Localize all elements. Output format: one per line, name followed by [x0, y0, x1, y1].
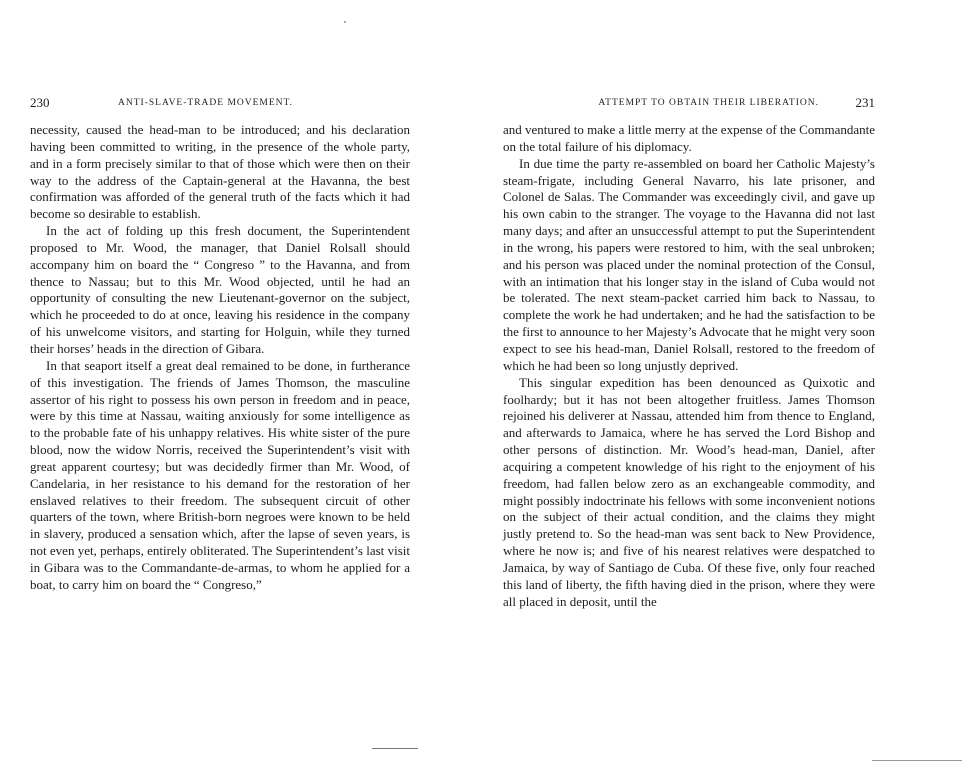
- right-page: [503, 0, 875, 783]
- right-page-number: 231: [855, 95, 875, 110]
- left-paragraph-3: In that seaport itself a great deal remained to be done, in furtherance of this investigation. The friends of James Thomson, the masculine assertor of his right to possess his own person in freedom and in peace, were by this time at Nassau, waiting anxiously for some intelligence as to the probable fate of his unhappy relatives. His white sister of the pure blood, now the widow Norris, received the Superintendent’s visit with great apparent courtesy; but was decidedly firmer than Mr. Wood, of Candelaria, in her resistance to his demand for the restoration of her enslaved relatives to their freedom. The subsequent circuit of other quarters of the town, where British-born negroes were known to be held in slavery, produced a sensation which, after the lapse of seven years, is not even yet, perhaps, entirely obliterated. The Superintendent’s last visit in Gibara was to the Commandante-de-armas, to whom he applied for a boat, to carry him on board the “ Congreso,”: [30, 357, 410, 592]
- right-running-head: [503, 95, 875, 114]
- scan-mark-bottom-right: [872, 760, 962, 761]
- scan-mark-bottom-center: [372, 748, 418, 749]
- right-paragraph-1: and ventured to make a little merry at the expense of the Commandante on the total failure of his diplomacy.: [503, 122, 875, 154]
- left-paragraph-2: In the act of folding up this fresh document, the Superintendent proposed to Mr. Wood, the manager, that Daniel Rolsall should accompany him on board the “ Congreso ” to the Havanna, and from thence to Nassau; but to this Mr. Wood objected, until he had an opportunity of consulting the new Lieutenant-governor on the subject, which he proceeded to do at once, leaving his residence in the company of his unwelcome visitors, and starting for Holguin, while they turned their horses’ heads in the direction of Gibara.: [30, 223, 410, 356]
- left-paragraph-1: necessity, caused the head-man to be introduced; and his declaration having been committed to writing, in the presence of the whole party, and in a form precisely similar to that of those which were then on their way to the address of the Captain-general at the Havanna, the best confirmation was afforded of the general truth of the facts which it had become so desirable to establish.: [30, 122, 410, 222]
- left-page-number: 230: [30, 95, 50, 110]
- right-paragraph-2: In due time the party re-assembled on board her Catholic Majesty’s steam-frigate, including General Navarro, his late prisoner, and Colonel de Salas. The Commander was exceedingly civil, and gave up his own cabin to the stranger. The voyage to the Havanna did not last many days; and after an unsuccessful attempt to put the Superintendent in the wrong, his papers were restored to him, with the seal unbroken; and his person was placed under the nominal protection of the Consul, with an intimation that his longer stay in the island of Cuba would not be tolerated. The next steam-packet carried him back to Nassau, to complete the work he had undertaken; and he had the satisfaction to be the first to announce to her Majesty’s Advocate that he might very soon expect to see his head-man, Daniel Rolsall, restored to the freedom of which he had been so long unjustly deprived.: [503, 155, 875, 373]
- right-body-text: [503, 122, 875, 610]
- left-running-head: [30, 95, 410, 114]
- right-paragraph-3: This singular expedition has been denounced as Quixotic and foolhardy; but it has not been altogether fruitless. James Thomson rejoined his deliverer at Nassau, attended him from thence to England, and afterwards to Jamaica, where he has served the Lord Bishop and other persons of distinction. Mr. Wood’s head-man, Daniel, after acquiring a competent knowledge of his right to the enjoyment of his freedom, had fallen below zero as an exchangeable commodity, and might possibly indoctrinate his fellows with some inconvenient notions on the subject of their actual condition, and the claims they might justly pretend to. So the head-man was sent back to New Providence, where he now is; and five of his nearest relatives were despatched to Jamaica, by way of Santiago de Cuba. Of these five, only four reached this land of liberty, the fifth having died in the prison, where they were all placed in deposit, until the: [503, 374, 875, 609]
- left-page: [30, 0, 410, 783]
- right-running-title: ATTEMPT TO OBTAIN THEIR LIBERATION.: [598, 98, 819, 108]
- left-body-text: [30, 122, 410, 594]
- left-running-title: ANTI-SLAVE-TRADE MOVEMENT.: [118, 98, 293, 108]
